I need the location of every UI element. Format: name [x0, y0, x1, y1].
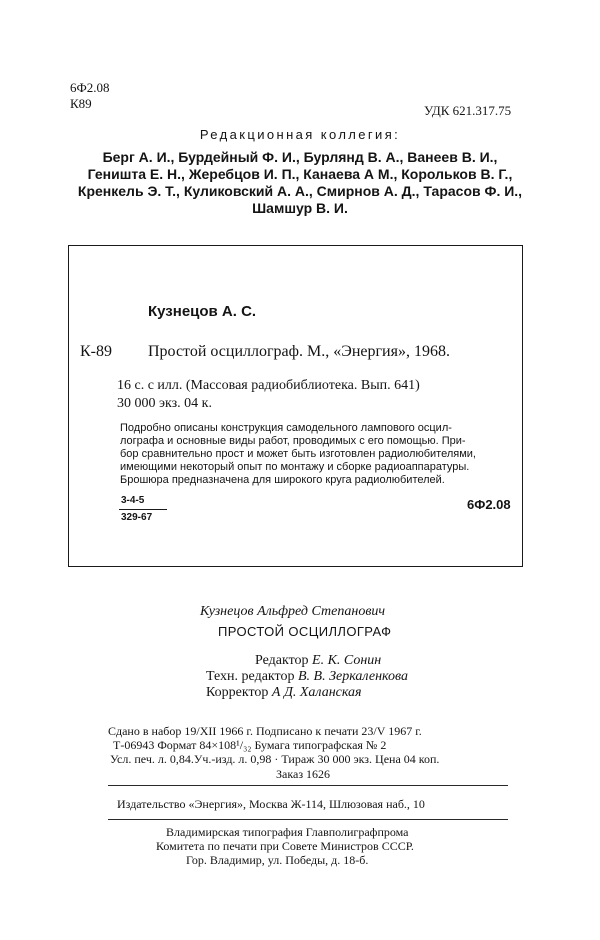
- production-line: Сдано в набор 19/XII 1966 г. Подписано к печати 23/V 1967 г.: [108, 724, 422, 738]
- editorial-board-line: Кренкель Э. Т., Куликовский А. А., Смирнов А. Д., Тарасов Ф. И.,: [77, 183, 523, 199]
- card-annotation-line: Подробно описаны конструкция самодельного лампового осцил-: [120, 422, 452, 434]
- card-annotation-line: бор сравнительно прост и может быть изготовлен радиолюбителями,: [120, 448, 476, 460]
- printer-line: Комитета по печати при Совете Министров СССР.: [156, 839, 414, 853]
- editorial-board-line: Берг А. И., Бурдейный Ф. И., Бурлянд В. А., Ванеев В. И.,: [102, 149, 498, 165]
- card-title-line: Простой осциллограф. М., «Энергия», 1968.: [148, 343, 450, 360]
- card-annotation-line: лографа и основные виды работ, проводимых с его помощью. При-: [120, 435, 466, 447]
- classification-code: 6Ф2.08: [70, 80, 110, 95]
- staff-tech-editor: [206, 669, 408, 685]
- card-annotation-line: Брошюра предназначена для широкого круга радиолюбителей.: [120, 474, 445, 486]
- card-description-line: 30 000 экз. 04 к.: [117, 396, 212, 411]
- staff-role: Техн. редактор: [206, 669, 295, 684]
- card-annotation-line: имеющими некоторый опыт по монтажу и сборке радиоаппаратуры.: [120, 461, 470, 473]
- production-line: Усл. печ. л. 0,84.Уч.-изд. л. 0,98 · Тираж 30 000 экз. Цена 04 коп.: [110, 752, 440, 766]
- editorial-board-line: Шамшур В. И.: [252, 200, 348, 216]
- printer-line: Гор. Владимир, ул. Победы, д. 18-б.: [186, 853, 369, 867]
- staff-editor: [255, 653, 381, 669]
- staff-proofreader: [206, 685, 362, 701]
- printer-line: Владимирская типография Главполиграфпрома: [166, 825, 409, 839]
- editorial-board-line: Геништа Е. Н., Жеребцов И. П., Канаева А М., Корольков В. Г.,: [87, 166, 513, 182]
- divider-rule: [108, 785, 508, 786]
- card-classification-code: 6Ф2.08: [467, 497, 511, 512]
- card-code-denominator: 329-67: [121, 512, 153, 523]
- publisher-line: Издательство «Энергия», Москва Ж-114, Шлюзовая наб., 10: [117, 797, 425, 811]
- imprint-author: Кузнецов Альфред Степанович: [200, 604, 386, 619]
- staff-role: Корректор: [206, 685, 269, 700]
- editorial-board-title: Редакционная коллегия:: [199, 127, 401, 142]
- staff-name: А Д. Халанская: [271, 685, 362, 700]
- card-code-divider: [119, 509, 167, 510]
- card-description-line: 16 с. с илл. (Массовая радиобиблиотека. Вып. 641): [117, 378, 420, 393]
- author-index: К89: [70, 96, 92, 111]
- imprint-book-title: ПРОСТОЙ ОСЦИЛЛОГРАФ: [218, 624, 392, 639]
- production-line: Т-06943 Формат 84×108¹/₃₂ Бумага типографская № 2: [113, 738, 387, 752]
- divider-rule: [108, 819, 508, 820]
- card-author: Кузнецов А. С.: [148, 303, 257, 320]
- production-line: Заказ 1626: [276, 767, 331, 781]
- staff-name: Е. К. Сонин: [312, 653, 382, 668]
- staff-role: Редактор: [255, 653, 309, 668]
- udk-code: УДК 621.317.75: [424, 103, 512, 118]
- card-cipher: К-89: [80, 343, 112, 360]
- card-code-numerator: 3-4-5: [121, 495, 145, 506]
- staff-name: В. В. Зеркаленкова: [297, 669, 409, 684]
